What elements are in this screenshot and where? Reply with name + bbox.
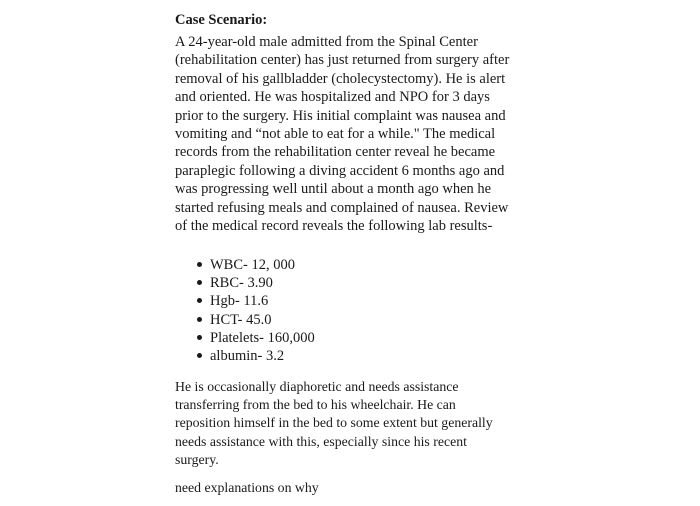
lab-results-list — [197, 256, 315, 365]
lab-result-text: albumin- 3.2 — [210, 348, 285, 365]
bullet-icon — [197, 298, 202, 303]
case-paragraph-followup — [175, 378, 525, 469]
paragraph-line: started refusing meals and complained of nausea. Review — [175, 199, 509, 216]
paragraph-line: was progressing well until about a month ago when he — [175, 181, 492, 198]
lab-result-text: RBC- 3.90 — [210, 275, 273, 292]
paragraph-line: A 24-year-old male admitted from the Spinal Center — [175, 34, 478, 50]
paragraph-line: of the medical record reveals the following lab results- — [175, 218, 493, 235]
paragraph-line: paraplegic following a diving accident 6 months ago and — [175, 162, 505, 179]
lab-result-item — [197, 274, 315, 292]
lab-result-item — [197, 347, 315, 365]
paragraph-line: records from the rehabilitation center reveal he became — [175, 144, 496, 161]
lab-result-text: WBC- 12, 000 — [210, 257, 295, 273]
lab-result-text: HCT- 45.0 — [210, 311, 272, 328]
request-note: need explanations on why — [175, 480, 319, 495]
lab-result-item — [197, 256, 315, 274]
paragraph-line: vomiting and “not able to eat for a while." The medical — [175, 126, 496, 143]
paragraph-line: prior to the surgery. His initial complaint was nausea and — [175, 107, 506, 124]
lab-result-text: Hgb- 11.6 — [210, 293, 269, 310]
bullet-icon — [197, 262, 202, 267]
paragraph-line: needs assistance with this, especially since his recent — [175, 433, 467, 449]
paragraph-line: and oriented. He was hospitalized and NPO for 3 days — [175, 89, 490, 106]
bullet-icon — [197, 317, 202, 322]
lab-result-item — [197, 311, 315, 329]
case-heading: Case Scenario: — [175, 12, 268, 28]
paragraph-line: transferring from the bed to his wheelchair. He can — [175, 397, 456, 413]
paragraph-line: surgery. — [175, 451, 219, 467]
paragraph-line: (rehabilitation center) has just returned from surgery after — [175, 52, 510, 69]
bullet-icon — [197, 280, 202, 285]
paragraph-line: removal of his gallbladder (cholecystectomy). He is alert — [175, 70, 506, 87]
lab-result-item — [197, 329, 315, 347]
paragraph-line: reposition himself in the bed to some extent but generally — [175, 415, 493, 431]
paragraph-line: He is occasionally diaphoretic and needs assistance — [175, 379, 459, 394]
bullet-icon — [197, 353, 202, 358]
case-paragraph-intro — [175, 33, 525, 235]
lab-result-item — [197, 292, 315, 310]
bullet-icon — [197, 335, 202, 340]
lab-result-text: Platelets- 160,000 — [210, 329, 315, 346]
